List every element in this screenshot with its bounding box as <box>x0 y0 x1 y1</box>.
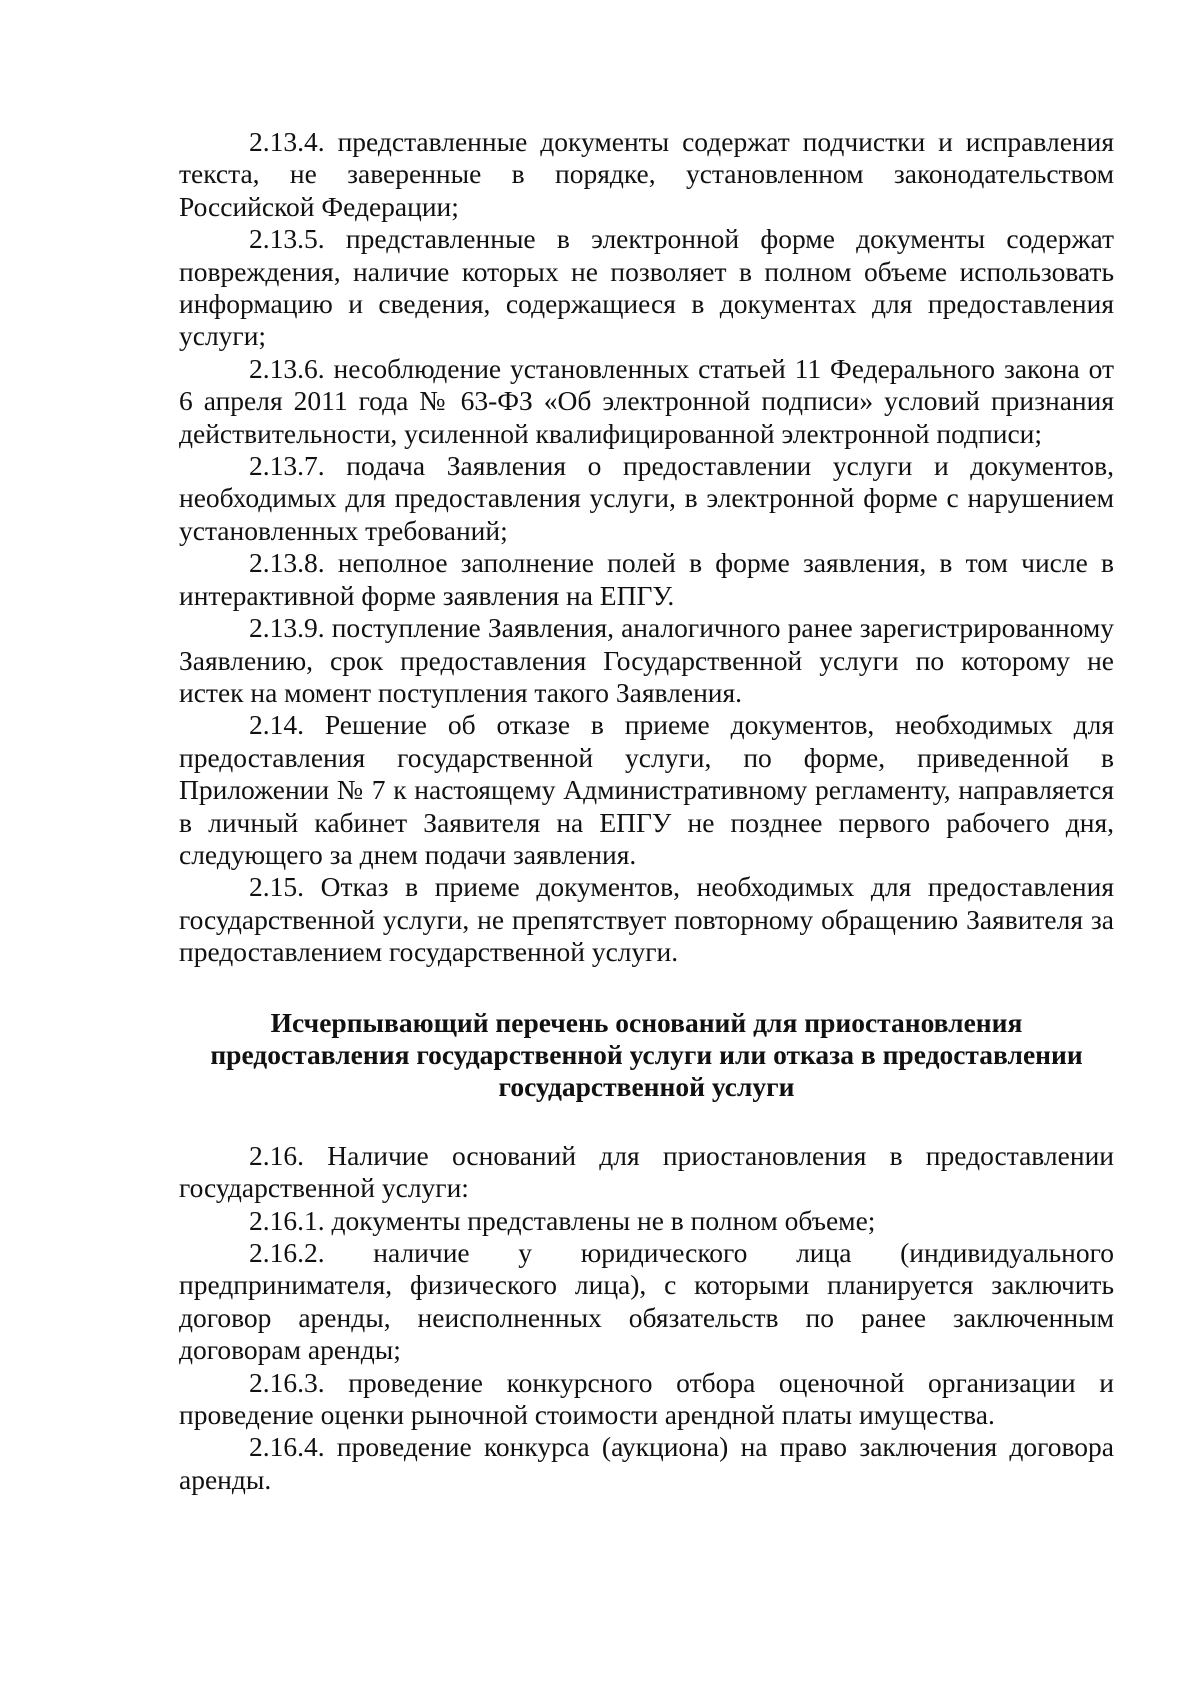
paragraph-2-16-2: 2.16.2. наличие у юридического лица (индивидуального предпринимателя, физического лица), с которыми планируется заключить договор аренды, неисполненных обязательств по ранее заключенным договорам аренды; <box>179 1237 1114 1366</box>
paragraph-2-13-8: 2.13.8. неполное заполнение полей в форме заявления, в том числе в интерактивной форме заявления на ЕПГУ. <box>179 547 1114 611</box>
section-heading-line-1: Исчерпывающий перечень оснований для приостановления <box>270 1006 1023 1038</box>
paragraph-2-13-5: 2.13.5. представленные в электронной форме документы содержат повреждения, наличие которых не позволяет в полном объеме использовать информацию и сведения, содержащиеся в документах для предоставления услуги; <box>179 223 1114 352</box>
paragraph-2-16-3: 2.16.3. проведение конкурсного отбора оценочной организации и проведение оценки рыночной стоимости арендной платы имущества. <box>179 1366 1114 1431</box>
section-heading-line-3: государственной услуги <box>498 1071 795 1103</box>
section-heading-line-2: предоставления государственной услуги или отказа в предоставлении <box>210 1038 1083 1070</box>
document-page <box>179 126 1114 1496</box>
paragraph-2-13-4: 2.13.4. представленные документы содержат подчистки и исправления текста, не заверенные в порядке, установленном законодательством Российской Федерации; <box>179 126 1114 222</box>
paragraph-2-14: 2.14. Решение об отказе в приеме документов, необходимых для предоставления государственной услуги, по форме, приведенной в Приложении № 7 к настоящему Административному регламенту, направляется в личный кабинет Заявителя на ЕПГУ не позднее первого рабочего дня, следующего за днем подачи заявления. <box>179 709 1114 870</box>
paragraph-2-13-7: 2.13.7. подача Заявления о предоставлении услуги и документов, необходимых для предоставления услуги, в электронной форме с нарушением установленных требований; <box>179 450 1114 546</box>
paragraph-2-16-4: 2.16.4. проведение конкурса (аукциона) на право заключения договора аренды. <box>179 1431 1114 1495</box>
section-heading <box>179 1007 1114 1104</box>
paragraph-2-16: 2.16. Наличие оснований для приостановления в предоставлении государственной услуги: <box>179 1139 1114 1204</box>
paragraph-2-15: 2.15. Отказ в приеме документов, необходимых для предоставления государственной услуги, не препятствует повторному обращению Заявителя за предоставлением государственной услуги. <box>179 871 1114 968</box>
paragraph-2-13-9: 2.13.9. поступление Заявления, аналогичного ранее зарегистрированному Заявлению, срок предоставления Государственной услуги по которому не истек на момент поступления такого Заявления. <box>179 612 1114 708</box>
paragraph-2-13-6: 2.13.6. несоблюдение установленных статьей 11 Федерального закона от 6 апреля 2011 года № 63-ФЗ «Об электронной подписи» условий признания действительности, усиленной квалифицированной электронной подписи; <box>179 352 1114 449</box>
paragraph-2-16-1: 2.16.1. документы представлены не в полном объеме; <box>249 1204 876 1236</box>
